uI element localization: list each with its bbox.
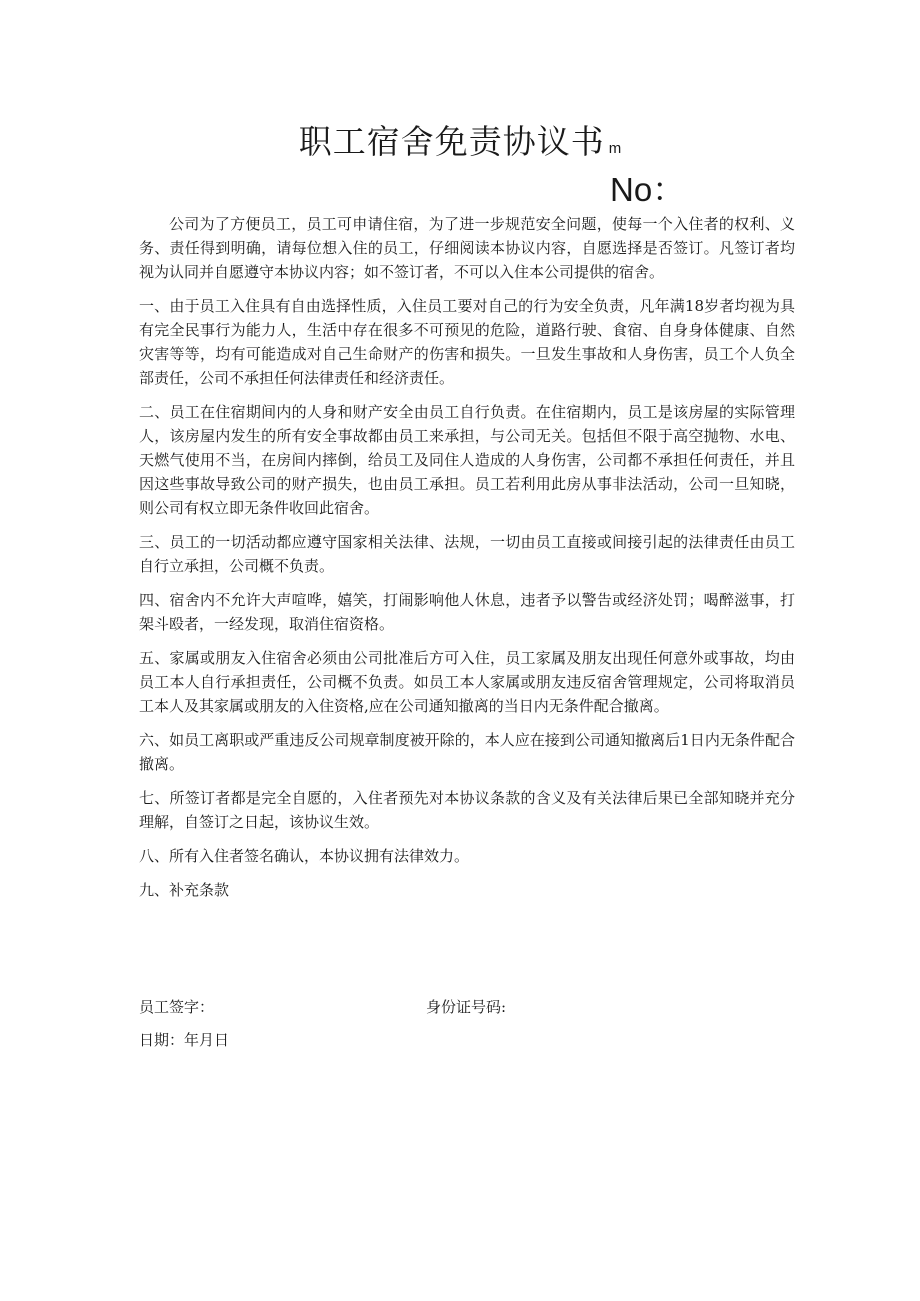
employee-signature-label: 员工签字： <box>139 998 215 1016</box>
clause-3: 三、员工的一切活动都应遵守国家相关法律、法规，一切由员工直接或间接引起的法律责任由员工自行立承担，公司概不负责。 <box>139 533 795 575</box>
clause-6: 六、如员工离职或严重违反公司规章制度被开除的，本人应在接到公司通知撤离后1日内无条件配合撤离。 <box>139 731 795 773</box>
title-mark: m <box>608 140 622 157</box>
signature-row <box>139 995 739 1019</box>
clause-4: 四、宿舍内不允许大声喧哗，嬉笑，打闹影响他人休息，违者予以警告或经济处罚；喝醉滋事，打架斗殴者，一经发现，取消住宿资格。 <box>139 591 795 633</box>
intro-paragraph: 公司为了方便员工，员工可申请住宿，为了进一步规范安全问题，使每一个入住者的权利、义务、责任得到明确，请每位想入住的员工，仔细阅读本协议内容，自愿选择是否签订。凡签订者均视为认同并自愿遵守本协议内容；如不签订者，不可以入住本公司提供的宿舍。 <box>139 215 795 281</box>
clause-8: 八、所有入住者签名确认，本协议拥有法律效力。 <box>139 847 470 865</box>
clause-1: 一、由于员工入住具有自由选择性质，入住员工要对自己的行为安全负责，凡年满18岁者均视为具有完全民事行为能力人，生活中存在很多不可预见的危险，道路行驶、食宿、自身身体健康、自然灾害等等，均有可能造成对自己生命财产的伤害和损失。一旦发生事故和人身伤害，员工个人负全部责任，公司不承担任何法律责任和经济责任。 <box>139 297 795 387</box>
clause-7: 七、所签订者都是完全自愿的，入住者预先对本协议条款的含义及有关法律后果已全部知晓并充分理解，自签订之日起，该协议生效。 <box>139 789 795 831</box>
document-number-label: No： <box>610 171 686 208</box>
clause-2: 二、员工在住宿期间内的人身和财产安全由员工自行负责。在住宿期内，员工是该房屋的实际管理人，该房屋内发生的所有安全事故都由员工来承担，与公司无关。包括但不限于高空抛物、水电、天燃气使用不当，在房间内摔倒，给员工及同住人造成的人身伤害，公司都不承担任何责任，并且因这些事故导致公司的财产损失，也由员工承担。员工若利用此房从事非法活动，公司一旦知晓，则公司有权立即无条件收回此宿舍。 <box>139 403 795 517</box>
clause-9-supplementary: 九、补充条款 <box>139 881 230 899</box>
id-number-label: 身份证号码: <box>426 998 507 1016</box>
document-title-row <box>0 116 920 163</box>
clause-5: 五、家属或朋友入住宿舍必须由公司批准后方可入住，员工家属及朋友出现任何意外或事故，均由员工本人自行承担责任，公司概不负责。如员工本人家属或朋友违反宿舍管理规定，公司将取消员工本人及其家属或朋友的入住资格,应在公司通知撤离的当日内无条件配合撤离。 <box>139 649 795 715</box>
document-title: 职工宿舍免责协议书 <box>298 122 605 161</box>
date-label: 日期：年月日 <box>139 1031 230 1049</box>
agreement-body <box>139 212 795 912</box>
